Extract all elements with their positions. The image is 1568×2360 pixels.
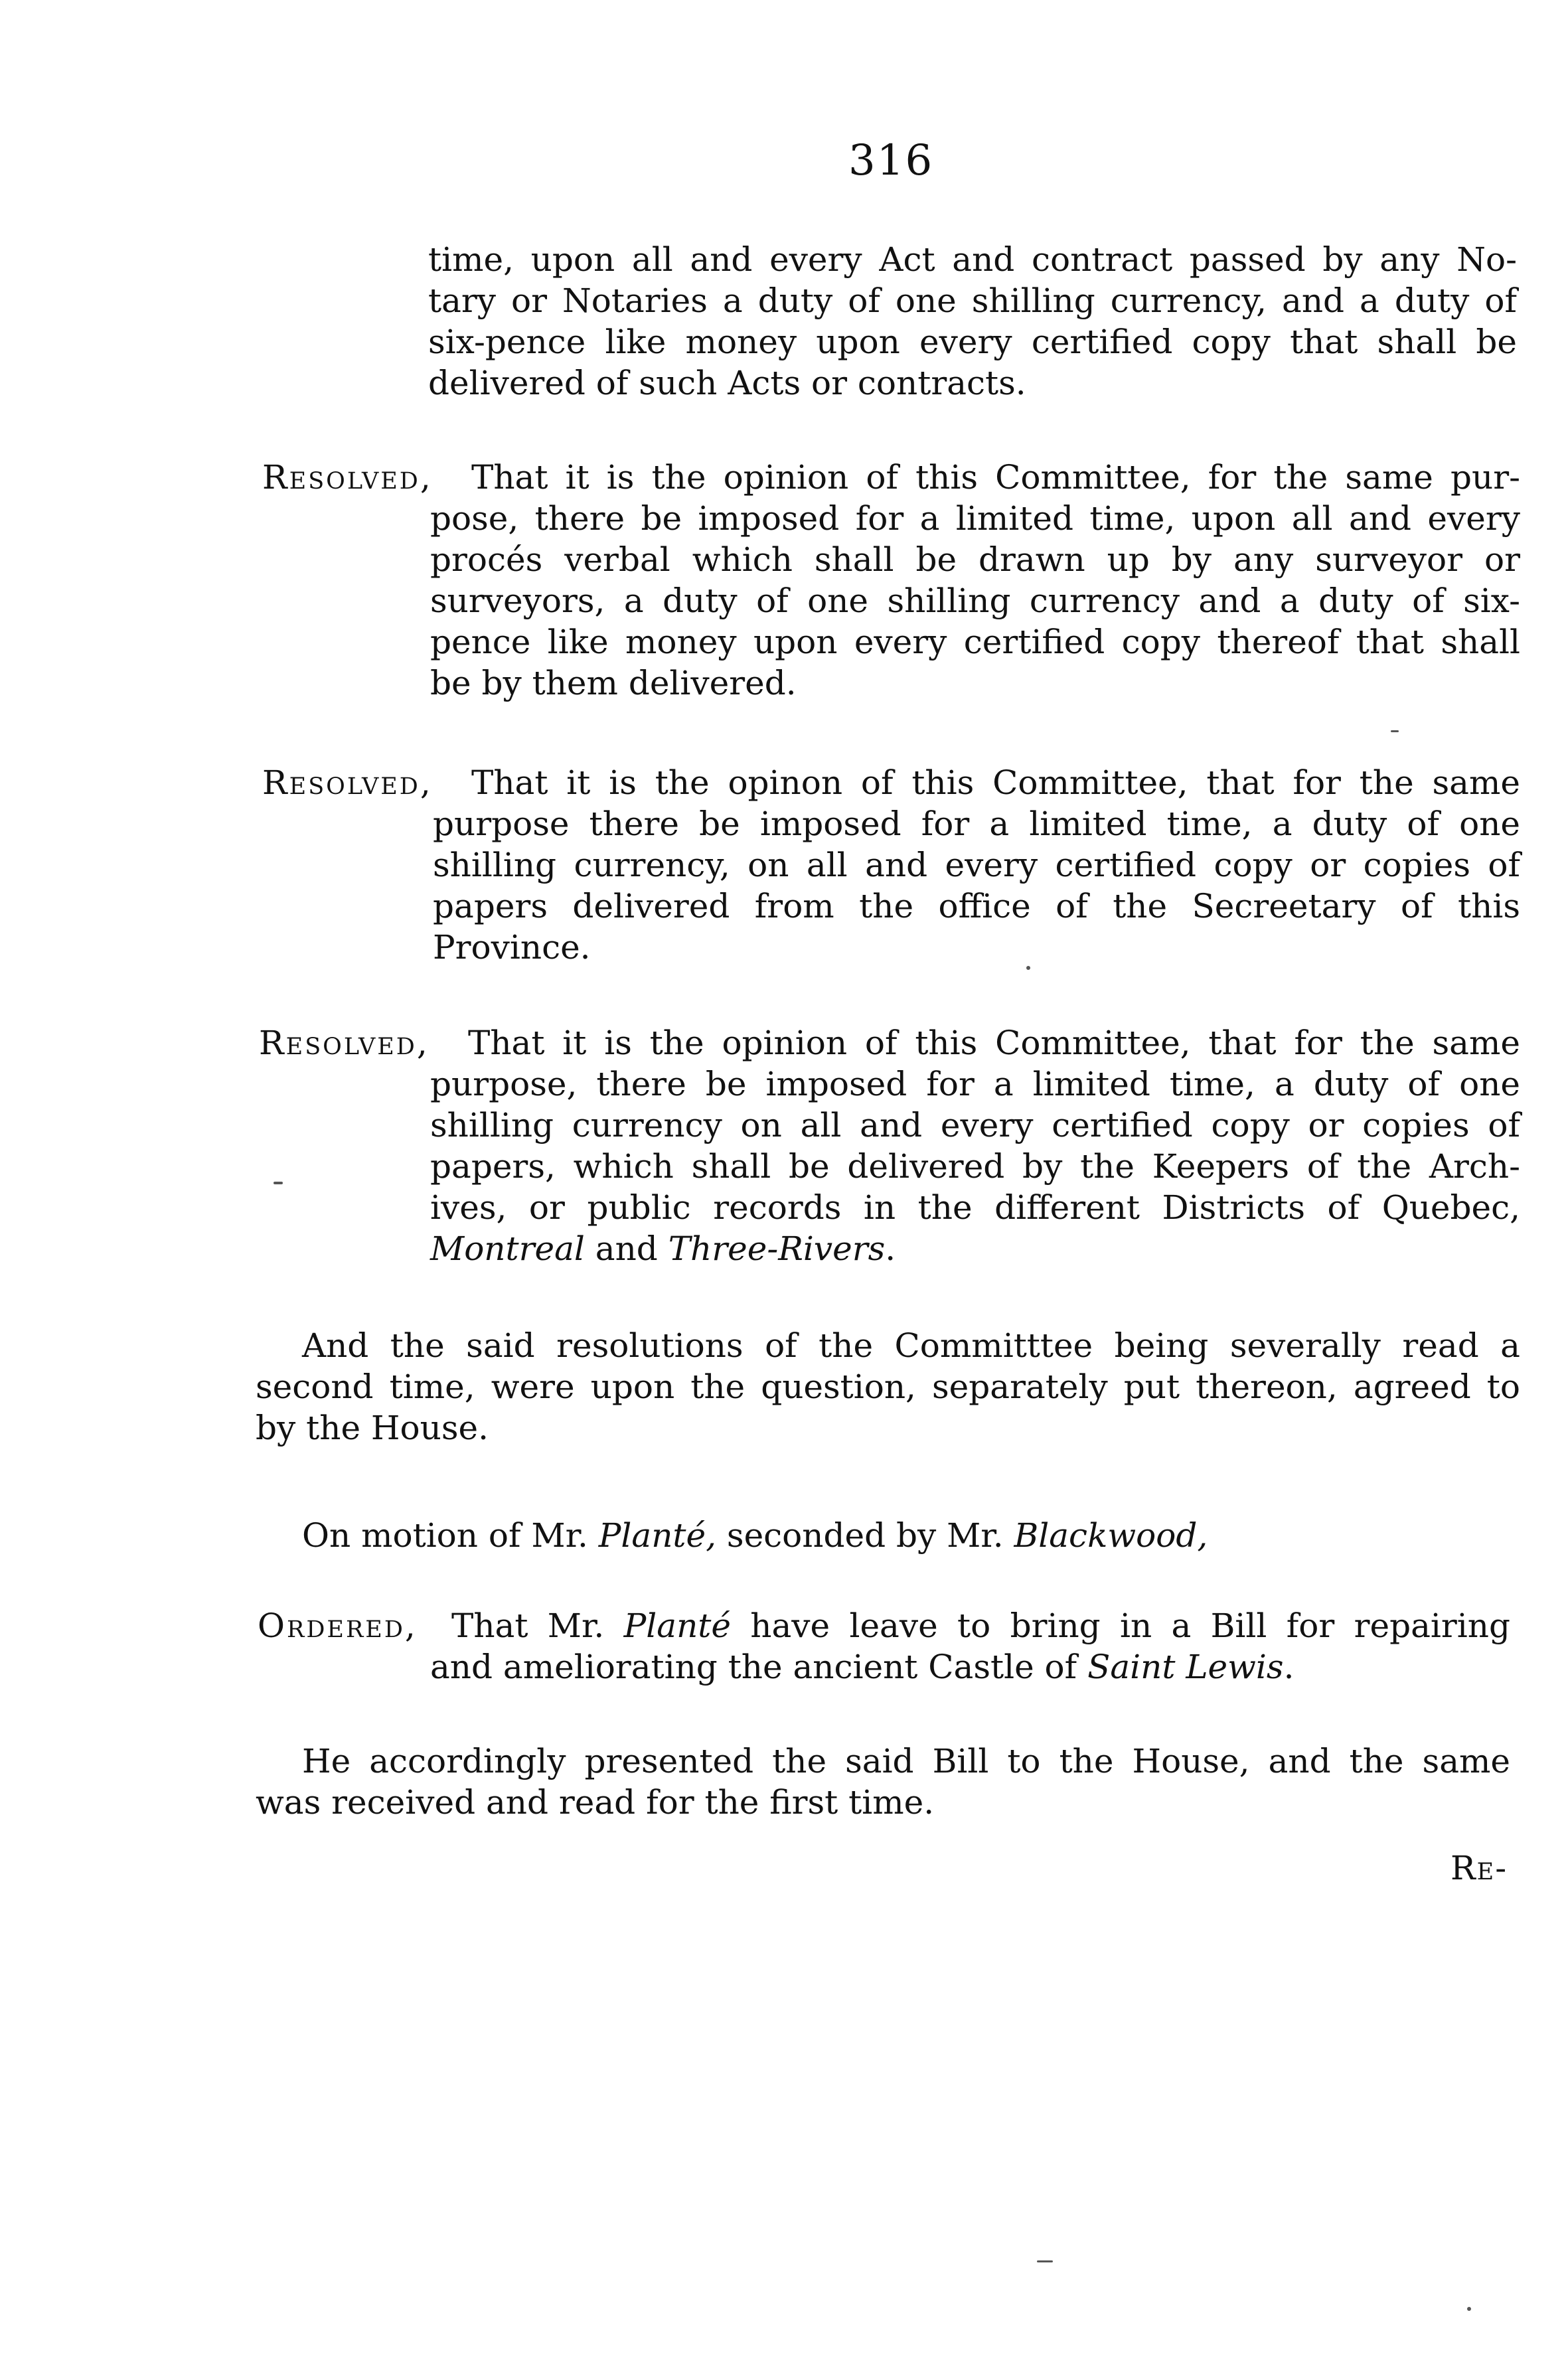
resolution-3-body xyxy=(430,1063,1520,1269)
scan-speck xyxy=(1391,730,1399,732)
place-montreal: Montreal xyxy=(430,1229,585,1268)
ordered-line2-a: and ameliorating the ancient Castle of xyxy=(430,1648,1088,1686)
text-line: was received and read for the first time. xyxy=(256,1783,935,1822)
text-line xyxy=(451,1605,1510,1646)
text-line xyxy=(430,1646,1426,1688)
text-line: delivered of such Acts or contracts. xyxy=(428,364,1026,402)
continuation-paragraph xyxy=(428,239,1517,404)
resolution-1-body xyxy=(430,498,1520,704)
scan-speck xyxy=(1026,966,1030,970)
text-line xyxy=(430,1228,1520,1269)
text-line: pence like money upon every certified copy thereof that shall xyxy=(430,623,1520,661)
text-line: That it is the opinion of this Committee, for the same pur- xyxy=(471,458,1520,497)
text-line: second time, were upon the question, separately put thereon, agreed to xyxy=(256,1368,1520,1406)
text-line: be by them delivered. xyxy=(430,664,797,702)
resolution-2-text xyxy=(471,762,1520,803)
scan-speck xyxy=(1467,2307,1471,2311)
text-line: He accordingly presented the said Bill to the House, and the same xyxy=(302,1742,1510,1780)
resolution-1-label: Resolved, xyxy=(262,458,433,497)
resolution-2-label: Resolved, xyxy=(262,763,433,802)
text-line: That it is the opinon of this Committee, that for the same xyxy=(471,763,1520,802)
resolution-2-body xyxy=(433,803,1520,968)
resolution-3-label: Resolved, xyxy=(259,1024,430,1062)
agreed-paragraph xyxy=(256,1325,1520,1449)
place-saint-lewis: Saint Lewis xyxy=(1087,1648,1284,1686)
ordered-body xyxy=(430,1646,1426,1688)
seconder-name: Blackwood, xyxy=(1014,1516,1208,1555)
text-line: papers, which shall be delivered by the Keepers of the Arch- xyxy=(430,1147,1520,1186)
ordered-line2-end: . xyxy=(1283,1648,1294,1686)
text-line: shilling currency on all and every certified copy or copies of xyxy=(430,1106,1520,1144)
text-line: procés verbal which shall be drawn up by any surveyor or xyxy=(430,540,1520,579)
text-line: purpose, there be imposed for a limited time, a duty of one xyxy=(430,1065,1520,1103)
text-line: That it is the opinion of this Committee, that for the same xyxy=(468,1024,1520,1062)
presented-paragraph xyxy=(256,1741,1510,1823)
mover-name: Planté, xyxy=(598,1516,717,1555)
scan-speck xyxy=(1037,2260,1053,2262)
text-line: purpose there be imposed for a limited time, a duty of one xyxy=(433,805,1520,843)
text-line: tary or Notaries a duty of one shilling currency, and a duty of xyxy=(428,281,1517,320)
motion-middle: seconded by Mr. xyxy=(716,1516,1014,1555)
connector-text: and xyxy=(584,1229,668,1268)
ordered-text xyxy=(451,1605,1510,1646)
ordered-a: That Mr. xyxy=(451,1607,624,1645)
ordered-b: have leave to bring in a Bill for repairing xyxy=(730,1607,1510,1645)
catchword: Re- xyxy=(1450,1849,1508,1887)
place-three-rivers: Three-Rivers xyxy=(668,1229,886,1268)
ordered-label: Ordered, xyxy=(258,1607,418,1645)
text-line: shilling currency, on all and every certified copy or copies of xyxy=(433,846,1520,884)
resolution-3-text xyxy=(468,1022,1520,1063)
text-line: surveyors, a duty of one shilling currency and a duty of six- xyxy=(430,582,1520,620)
page-number: 316 xyxy=(848,136,934,185)
text-line: papers delivered from the office of the Secreetary of this xyxy=(433,887,1520,925)
resolution-1-text xyxy=(471,457,1520,498)
text-line: ives, or public records in the different Districts of Quebec, xyxy=(430,1188,1520,1227)
text-line: pose, there be imposed for a limited time, upon all and every xyxy=(430,499,1520,538)
text-line: time, upon all and every Act and contract passed by any No- xyxy=(428,240,1517,279)
scan-speck xyxy=(274,1182,283,1184)
text-line: And the said resolutions of the Committtee being severally read a xyxy=(302,1326,1520,1365)
text-line: by the House. xyxy=(256,1409,489,1447)
sentence-end: . xyxy=(885,1229,896,1268)
motion-line xyxy=(302,1515,1364,1556)
text-line xyxy=(302,1515,1364,1556)
motion-prefix: On motion of Mr. xyxy=(302,1516,599,1555)
ordered-name: Planté xyxy=(623,1607,731,1645)
text-line: Province. xyxy=(433,928,591,967)
text-line: six-pence like money upon every certified copy that shall be xyxy=(428,323,1517,361)
